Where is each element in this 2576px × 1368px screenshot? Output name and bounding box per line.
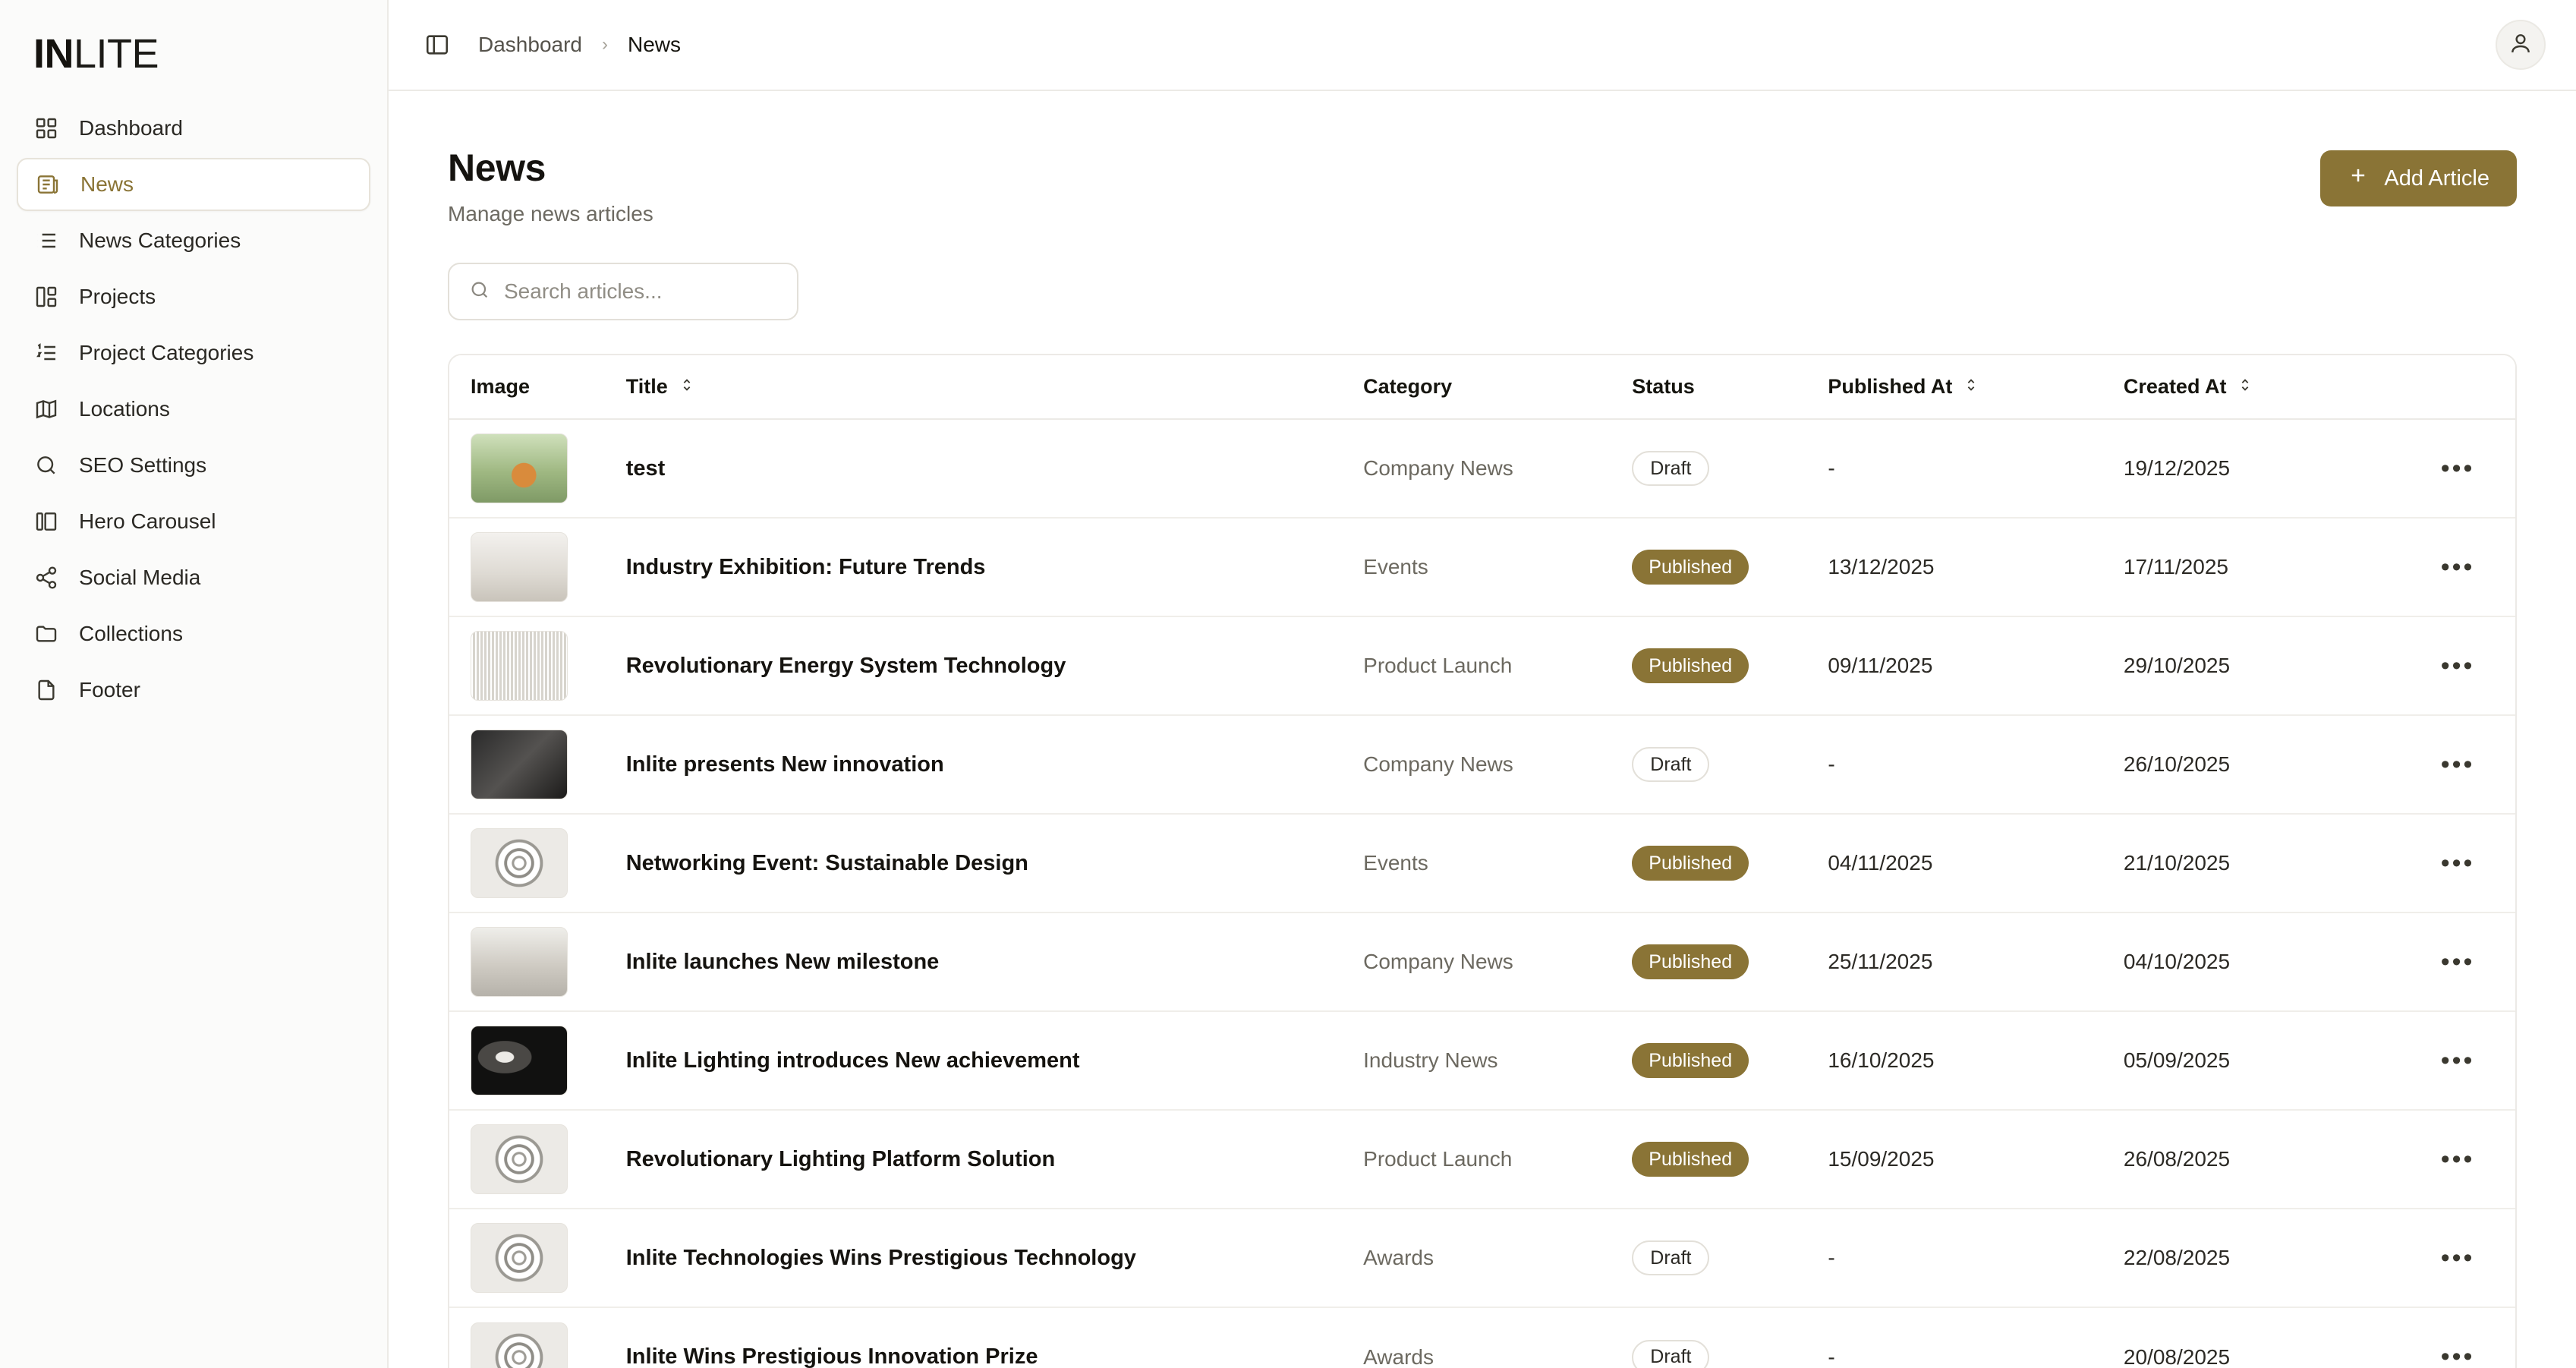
status-badge: Draft	[1632, 1240, 1709, 1275]
panel-toggle-icon[interactable]	[422, 30, 452, 60]
article-category: Company News	[1363, 752, 1513, 776]
article-category: Events	[1363, 555, 1428, 578]
row-actions-menu-icon[interactable]: •••	[2440, 749, 2475, 779]
cell-actions	[2400, 715, 2515, 814]
row-actions-menu-icon[interactable]: •••	[2440, 552, 2475, 582]
row-actions-menu-icon[interactable]: •••	[2440, 1144, 2475, 1174]
published-at-value: 04/11/2025	[1828, 851, 1933, 875]
created-at-value: 19/12/2025	[2123, 456, 2231, 480]
article-thumbnail	[471, 1026, 568, 1095]
article-thumbnail	[471, 1223, 568, 1293]
created-at-value: 22/08/2025	[2123, 1246, 2231, 1269]
cell-created-at	[2124, 1209, 2400, 1307]
cell-created-at	[2124, 616, 2400, 715]
cell-status	[1632, 913, 1828, 1011]
cell-published-at	[1828, 419, 2124, 518]
article-thumbnail	[471, 1322, 568, 1368]
chevron-right-icon: ›	[601, 34, 608, 55]
status-badge: Published	[1632, 1142, 1749, 1177]
article-thumbnail	[471, 927, 568, 997]
cell-created-at	[2124, 518, 2400, 616]
cell-published-at	[1828, 1209, 2124, 1307]
cell-image	[449, 518, 626, 616]
cell-category	[1363, 1011, 1632, 1110]
sidebar-item-label: SEO Settings	[79, 453, 207, 477]
cell-status	[1632, 616, 1828, 715]
cell-status	[1632, 419, 1828, 518]
article-title: Inlite Technologies Wins Prestigious Technology	[625, 1245, 1136, 1270]
article-title: test	[625, 455, 666, 481]
add-article-button[interactable]	[2320, 150, 2517, 206]
published-at-value: 16/10/2025	[1828, 1048, 1935, 1072]
cell-image	[449, 814, 626, 913]
articles-table-card	[448, 354, 2517, 1368]
created-at-value: 26/10/2025	[2123, 752, 2231, 776]
sidebar-item-label: Footer	[79, 678, 140, 701]
table-row[interactable]	[449, 715, 2515, 814]
article-category: Industry News	[1363, 1048, 1498, 1072]
sidebar-item-seo-settings[interactable]	[17, 439, 370, 492]
sidebar-item-dashboard[interactable]	[17, 102, 370, 155]
article-category: Awards	[1363, 1246, 1434, 1269]
cell-actions	[2400, 1307, 2515, 1368]
cell-image	[449, 1209, 626, 1307]
status-badge: Published	[1632, 846, 1749, 881]
cell-actions	[2400, 518, 2515, 616]
cell-status	[1632, 814, 1828, 913]
row-actions-menu-icon[interactable]: •••	[2440, 651, 2475, 680]
user-icon	[2508, 31, 2533, 59]
folder-icon	[33, 621, 59, 647]
column-header-actions	[2400, 355, 2515, 419]
cell-status	[1632, 518, 1828, 616]
cell-published-at	[1828, 913, 2124, 1011]
sidebar-item-label: Collections	[79, 622, 183, 645]
created-at-value: 21/10/2025	[2123, 851, 2231, 875]
article-thumbnail	[471, 532, 568, 602]
sort-icon[interactable]	[2237, 375, 2253, 399]
cell-status	[1632, 1209, 1828, 1307]
table-row[interactable]	[449, 419, 2515, 518]
breadcrumb-current: News	[627, 33, 681, 56]
table-head	[449, 355, 2515, 419]
sidebar-item-collections[interactable]	[17, 607, 370, 660]
status-badge: Published	[1632, 944, 1749, 979]
column-header-title[interactable]	[626, 355, 1363, 419]
status-badge: Published	[1632, 550, 1749, 585]
column-header-category	[1363, 355, 1632, 419]
created-at-value: 17/11/2025	[2123, 555, 2228, 578]
sidebar-item-footer[interactable]	[17, 664, 370, 717]
search-icon	[33, 452, 59, 478]
sidebar-item-label: Project Categories	[79, 341, 254, 364]
list-icon	[33, 228, 59, 254]
page-subtitle: Manage news articles	[448, 202, 653, 225]
search-icon	[469, 279, 490, 304]
cell-created-at	[2124, 1011, 2400, 1110]
cell-actions	[2400, 419, 2515, 518]
table-header-row	[449, 355, 2515, 419]
sidebar-item-label: Hero Carousel	[79, 509, 216, 533]
sidebar-item-label: Projects	[79, 285, 156, 308]
row-actions-menu-icon[interactable]: •••	[2440, 947, 2475, 976]
cell-category	[1363, 1110, 1632, 1209]
column-header-published-at[interactable]	[1828, 355, 2124, 419]
avatar[interactable]	[2496, 20, 2546, 70]
article-thumbnail	[471, 433, 568, 503]
table-row[interactable]	[449, 1209, 2515, 1307]
search-input[interactable]	[504, 279, 777, 304]
share-icon	[33, 565, 59, 591]
table-row[interactable]	[449, 913, 2515, 1011]
cell-title	[626, 1110, 1363, 1209]
row-actions-menu-icon[interactable]: •••	[2440, 1342, 2475, 1368]
sidebar-item-locations[interactable]	[17, 383, 370, 436]
cell-status	[1632, 1011, 1828, 1110]
sidebar-item-news-categories[interactable]	[17, 214, 370, 267]
sidebar-item-label: News	[80, 172, 134, 196]
published-at-value: -	[1828, 1246, 1835, 1269]
page-title: News	[448, 147, 546, 189]
column-label-status: Status	[1632, 375, 1695, 398]
column-label-created-at: Created At	[2123, 375, 2227, 398]
cell-actions	[2400, 616, 2515, 715]
article-thumbnail	[471, 828, 568, 898]
status-badge: Published	[1632, 1043, 1749, 1078]
column-header-image	[449, 355, 626, 419]
sidebar-nav	[0, 102, 387, 717]
published-at-value: 13/12/2025	[1828, 555, 1935, 578]
cell-image	[449, 419, 626, 518]
sidebar	[0, 0, 389, 1368]
cell-created-at	[2124, 1110, 2400, 1209]
sort-icon[interactable]	[679, 375, 695, 399]
cell-status	[1632, 715, 1828, 814]
cell-title	[626, 616, 1363, 715]
cell-image	[449, 913, 626, 1011]
main-area	[389, 0, 2576, 1368]
cell-title	[626, 1209, 1363, 1307]
article-category: Company News	[1363, 950, 1513, 973]
row-actions-menu-icon[interactable]: •••	[2440, 1243, 2475, 1272]
page-header	[448, 146, 2517, 226]
page-content	[389, 91, 2576, 1368]
cell-category	[1363, 1307, 1632, 1368]
article-thumbnail	[471, 631, 568, 701]
published-at-value: 25/11/2025	[1828, 950, 1933, 973]
article-thumbnail	[471, 730, 568, 799]
cell-status	[1632, 1307, 1828, 1368]
status-badge: Draft	[1632, 451, 1709, 486]
cell-status	[1632, 1110, 1828, 1209]
article-title: Revolutionary Energy System Technology	[625, 653, 1066, 678]
search-box[interactable]	[448, 263, 798, 320]
column-label-image: Image	[471, 375, 531, 398]
sidebar-item-social-media[interactable]	[17, 551, 370, 604]
status-badge: Draft	[1632, 1340, 1709, 1368]
cell-actions	[2400, 1110, 2515, 1209]
row-actions-menu-icon[interactable]: •••	[2440, 848, 2475, 878]
article-title: Inlite launches New milestone	[625, 949, 940, 974]
table-row[interactable]	[449, 518, 2515, 616]
status-badge: Published	[1632, 648, 1749, 683]
published-at-value: -	[1828, 456, 1835, 480]
cell-image	[449, 715, 626, 814]
cell-title	[626, 1307, 1363, 1368]
file-icon	[33, 677, 59, 703]
table-row[interactable]	[449, 1011, 2515, 1110]
status-badge: Draft	[1632, 747, 1709, 782]
cell-category	[1363, 913, 1632, 1011]
page-header-text	[448, 146, 653, 226]
published-at-value: 15/09/2025	[1828, 1147, 1935, 1171]
cell-title	[626, 913, 1363, 1011]
add-article-label: Add Article	[2384, 165, 2489, 191]
cell-category	[1363, 715, 1632, 814]
cell-actions	[2400, 814, 2515, 913]
cell-title	[626, 1011, 1363, 1110]
sidebar-item-label: Locations	[79, 397, 170, 421]
article-title: Revolutionary Lighting Platform Solution	[625, 1146, 1056, 1171]
breadcrumb	[478, 33, 681, 57]
newspaper-icon	[35, 172, 61, 197]
cell-title	[626, 518, 1363, 616]
table-row[interactable]	[449, 814, 2515, 913]
cell-created-at	[2124, 913, 2400, 1011]
column-label-category: Category	[1363, 375, 1453, 398]
table-body	[449, 419, 2515, 1368]
sidebar-item-label: News Categories	[79, 229, 241, 252]
topbar	[389, 0, 2576, 91]
layout-icon	[33, 284, 59, 310]
created-at-value: 26/08/2025	[2123, 1147, 2231, 1171]
cell-created-at	[2124, 814, 2400, 913]
sidebar-item-project-categories[interactable]	[17, 326, 370, 380]
column-header-status	[1632, 355, 1828, 419]
cell-category	[1363, 814, 1632, 913]
brand-strong: IN	[33, 31, 74, 77]
cell-image	[449, 1110, 626, 1209]
brand-light: LITE	[74, 31, 159, 77]
article-title: Networking Event: Sustainable Design	[625, 850, 1028, 875]
sidebar-item-label: Dashboard	[79, 116, 183, 140]
grid-icon	[33, 115, 59, 141]
cell-published-at	[1828, 518, 2124, 616]
column-label-title: Title	[625, 375, 668, 398]
sidebar-item-projects[interactable]	[17, 270, 370, 323]
published-at-value: 09/11/2025	[1828, 654, 1933, 677]
article-category: Product Launch	[1363, 1147, 1513, 1171]
cell-published-at	[1828, 1307, 2124, 1368]
cell-title	[626, 419, 1363, 518]
list-ordered-icon	[33, 340, 59, 366]
cell-published-at	[1828, 1110, 2124, 1209]
cell-actions	[2400, 1209, 2515, 1307]
cell-actions	[2400, 1011, 2515, 1110]
article-category: Awards	[1363, 1344, 1434, 1368]
sidebar-item-label: Social Media	[79, 566, 201, 589]
brand-logo	[0, 0, 387, 102]
breadcrumb-dashboard[interactable]: Dashboard	[478, 33, 582, 56]
created-at-value: 29/10/2025	[2123, 654, 2231, 677]
cell-actions	[2400, 913, 2515, 1011]
published-at-value: -	[1828, 1344, 1835, 1368]
article-title: Inlite presents New innovation	[625, 752, 944, 777]
article-category: Product Launch	[1363, 654, 1513, 677]
cell-category	[1363, 1209, 1632, 1307]
cell-created-at	[2124, 715, 2400, 814]
article-title: Inlite Wins Prestigious Innovation Prize	[625, 1344, 1038, 1368]
articles-table	[449, 355, 2515, 1368]
table-row[interactable]	[449, 1110, 2515, 1209]
cell-title	[626, 715, 1363, 814]
column-header-created-at[interactable]	[2124, 355, 2400, 419]
cell-image	[449, 1011, 626, 1110]
sidebar-item-hero-carousel[interactable]	[17, 495, 370, 548]
map-icon	[33, 396, 59, 422]
cell-title	[626, 814, 1363, 913]
cell-created-at	[2124, 419, 2400, 518]
sidebar-item-news[interactable]	[17, 158, 370, 211]
columns-icon	[33, 509, 59, 534]
cell-published-at	[1828, 715, 2124, 814]
table-row[interactable]	[449, 616, 2515, 715]
table-row[interactable]	[449, 1307, 2515, 1368]
column-label-published-at: Published At	[1828, 375, 1953, 398]
published-at-value: -	[1828, 752, 1835, 776]
cell-image	[449, 1307, 626, 1368]
cell-created-at	[2124, 1307, 2400, 1368]
cell-published-at	[1828, 814, 2124, 913]
article-title: Industry Exhibition: Future Trends	[625, 554, 986, 579]
cell-published-at	[1828, 1011, 2124, 1110]
created-at-value: 04/10/2025	[2123, 950, 2231, 973]
created-at-value: 05/09/2025	[2123, 1048, 2231, 1072]
article-category: Company News	[1363, 456, 1513, 480]
row-actions-menu-icon[interactable]: •••	[2440, 1045, 2475, 1075]
cell-image	[449, 616, 626, 715]
plus-icon	[2348, 165, 2369, 192]
cell-published-at	[1828, 616, 2124, 715]
created-at-value: 20/08/2025	[2123, 1344, 2231, 1368]
article-title: Inlite Lighting introduces New achievement	[625, 1048, 1080, 1073]
row-actions-menu-icon[interactable]: •••	[2440, 453, 2475, 483]
cell-category	[1363, 616, 1632, 715]
sort-icon[interactable]	[1963, 375, 1979, 399]
article-category: Events	[1363, 851, 1428, 875]
cell-category	[1363, 518, 1632, 616]
cell-category	[1363, 419, 1632, 518]
article-thumbnail	[471, 1124, 568, 1194]
